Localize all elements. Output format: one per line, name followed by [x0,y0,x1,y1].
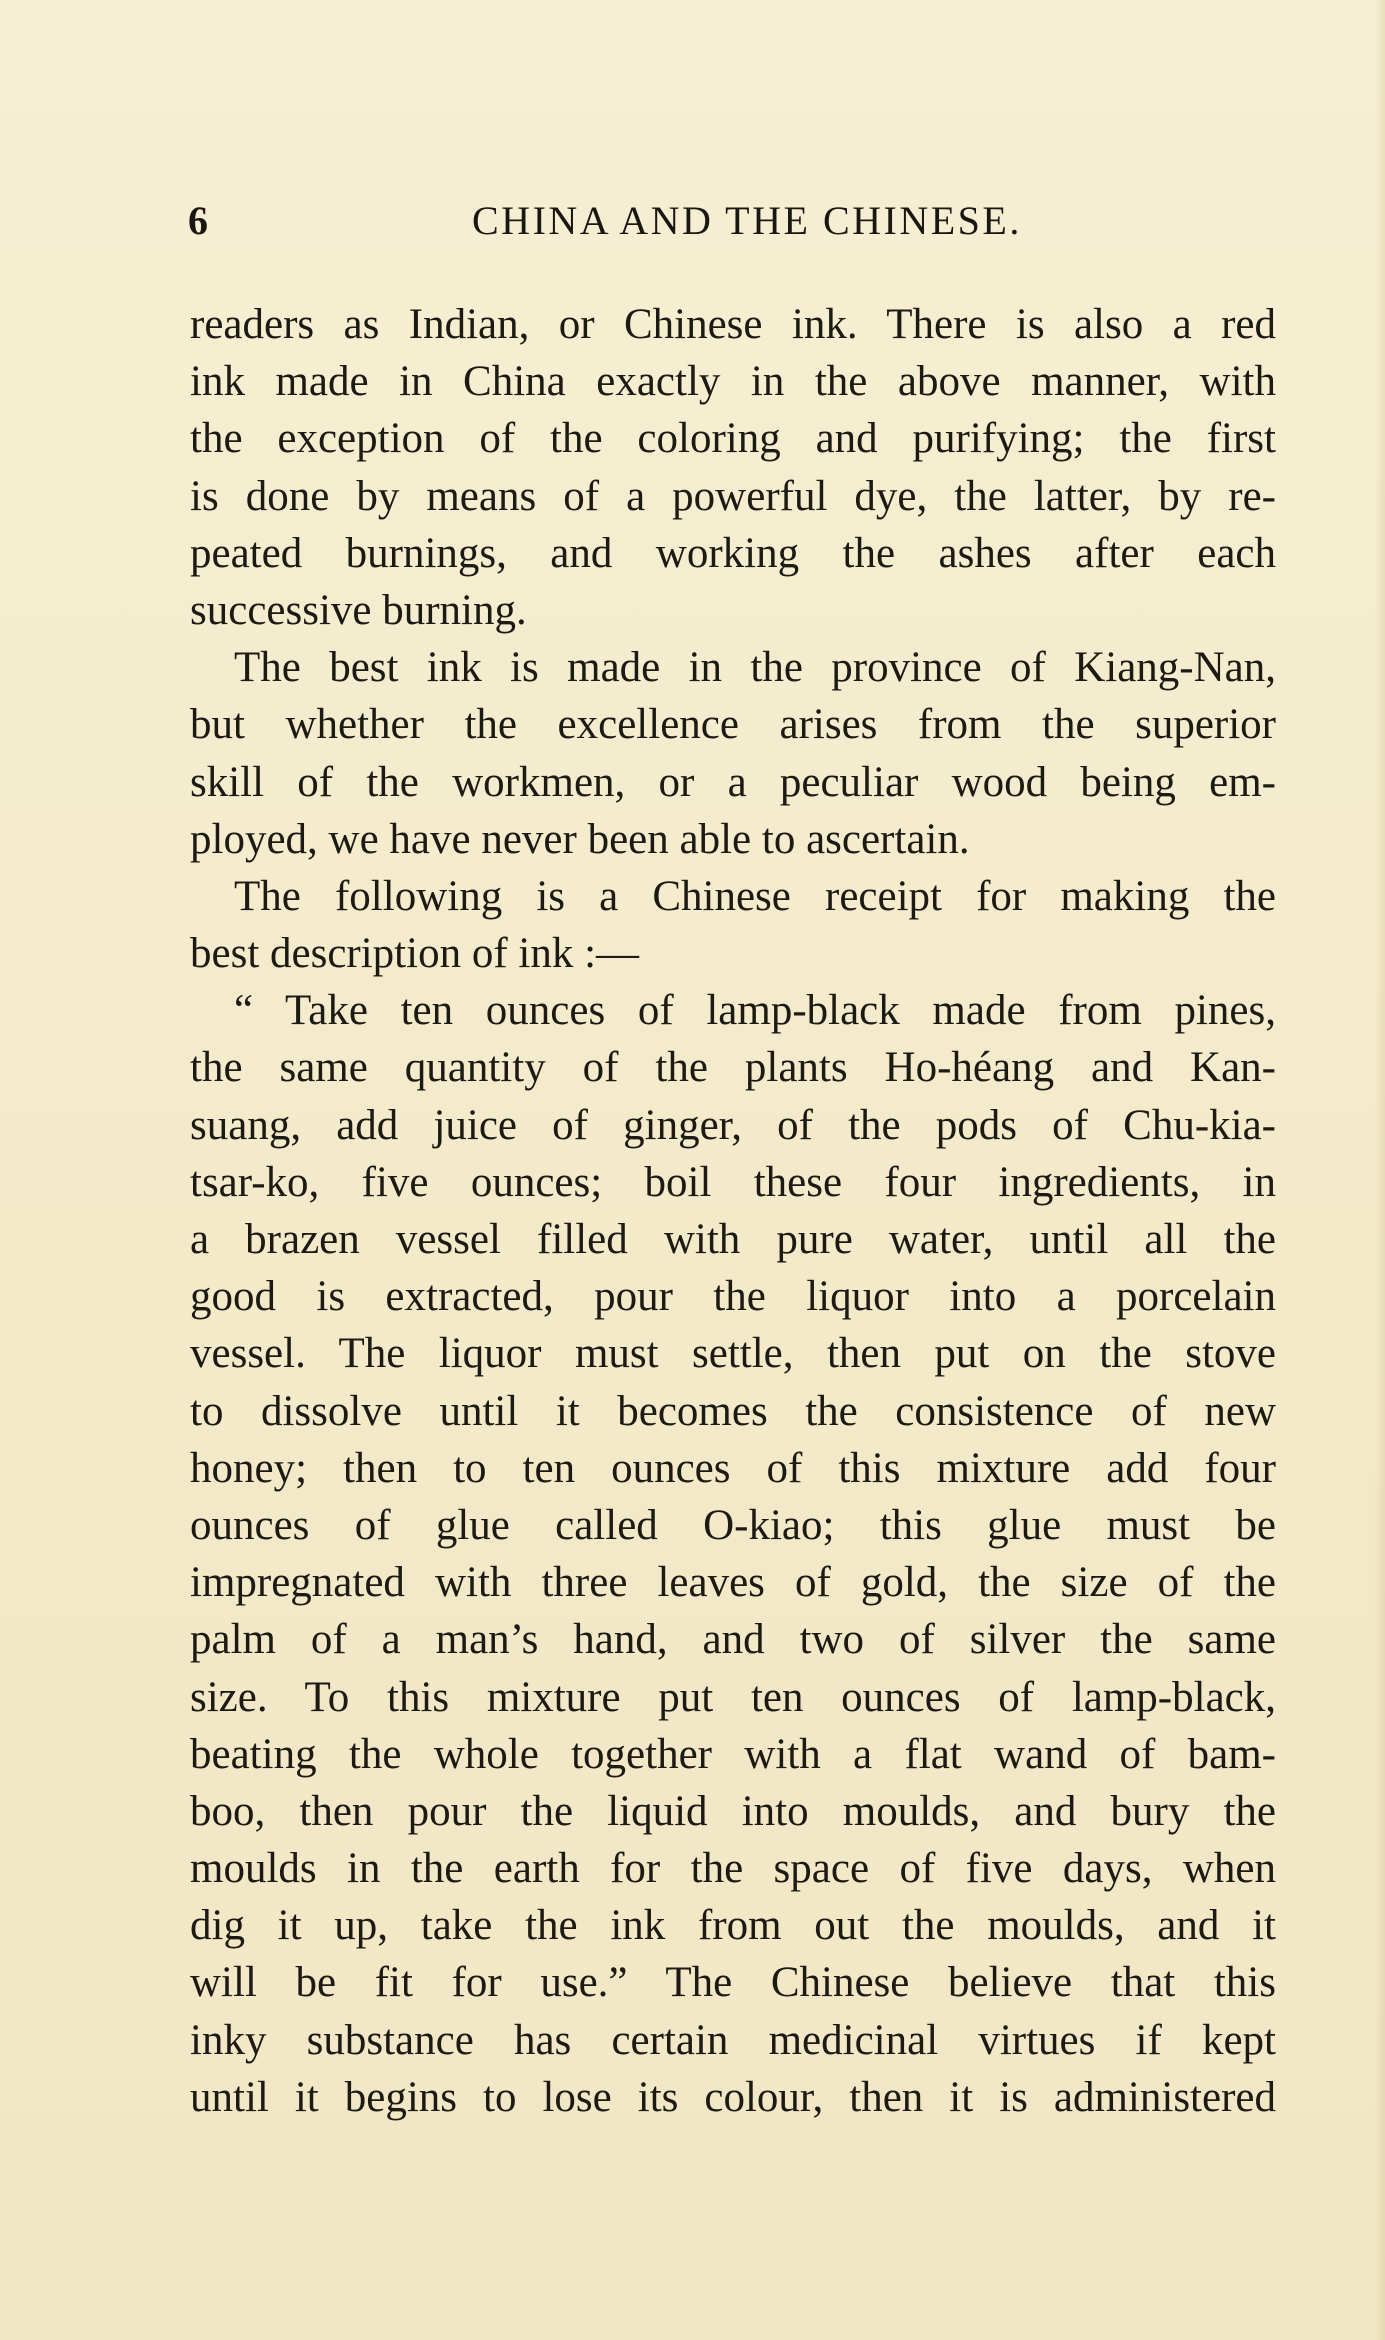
text-line: to dissolve until it becomes the consistence of new [190,1387,1276,1435]
text-line: tsar-ko, five ounces; boil these four ingredients, in [190,1158,1276,1206]
text-line: moulds in the earth for the space of five days, when [190,1845,1276,1893]
text-line: peated burnings, and working the ashes after each [190,529,1276,577]
page-number: 6 [188,198,208,243]
text-line: the same quantity of the plants Ho-héang and Kan- [190,1044,1276,1092]
text-line: size. To this mixture put ten ounces of lamp-black, [190,1673,1276,1721]
text-line: will be fit for use.” The Chinese believe that this [190,1959,1276,2007]
text-line: skill of the workmen, or a peculiar wood being em- [190,758,1276,806]
text-line: dig it up, take the ink from out the moulds, and it [190,1902,1276,1950]
text-line: ink made in China exactly in the above manner, with [190,358,1276,406]
text-line: “ Take ten ounces of lamp-black made from pines, [234,987,1276,1035]
page-header [188,196,1288,246]
text-line: beating the whole together with a flat wand of bam- [190,1730,1276,1778]
text-line: inky substance has certain medicinal virtues if kept [190,2016,1276,2064]
text-line: ounces of glue called O-kiao; this glue must be [190,1501,1276,1549]
page-edge-shadow [1375,0,1385,2340]
text-line: best description of ink :— [190,930,640,978]
text-line: suang, add juice of ginger, of the pods of Chu-kia- [190,1101,1276,1149]
text-line: The best ink is made in the province of Kiang-Nan, [234,644,1276,692]
text-line: but whether the excellence arises from the superior [190,701,1276,749]
text-line: the exception of the coloring and purifying; the first [190,415,1276,463]
text-line: impregnated with three leaves of gold, the size of the [190,1559,1276,1607]
text-line: vessel. The liquor must settle, then put on the stove [190,1330,1276,1378]
text-line: readers as Indian, or Chinese ink. There is also a red [190,301,1276,348]
text-line: good is extracted, pour the liquor into a porcelain [190,1273,1276,1321]
running-head: CHINA AND THE CHINESE. [472,198,1022,243]
text-line: boo, then pour the liquid into moulds, and bury the [190,1787,1276,1835]
text-line: honey; then to ten ounces of this mixture add four [190,1444,1276,1492]
body-text [190,296,1276,2126]
text-line: a brazen vessel filled with pure water, until all the [190,1216,1276,1263]
text-line: until it begins to lose its colour, then it is administered [190,2073,1276,2121]
text-line: is done by means of a powerful dye, the latter, by re- [190,472,1276,520]
text-line: ployed, we have never been able to ascertain. [190,815,970,863]
text-line: The following is a Chinese receipt for making the [234,872,1276,920]
text-line: successive burning. [190,586,527,634]
text-line: palm of a man’s hand, and two of silver the same [190,1616,1276,1664]
